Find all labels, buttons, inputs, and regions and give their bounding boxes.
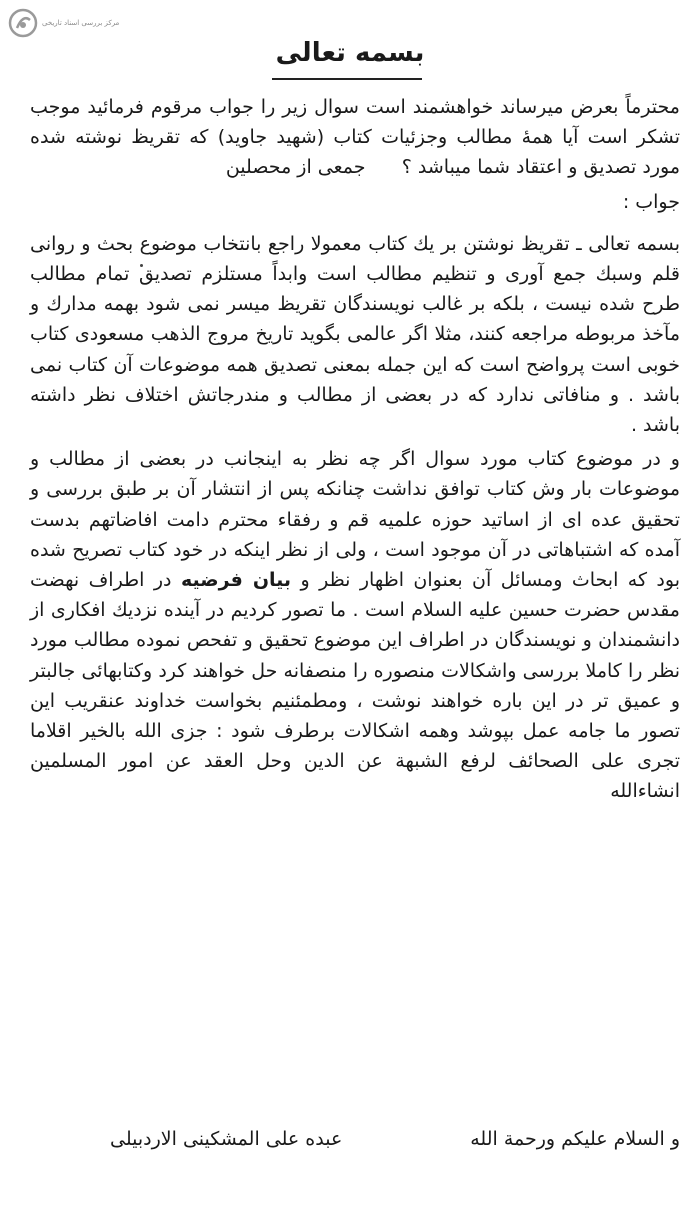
document-body xyxy=(30,92,680,807)
title-underline xyxy=(272,78,422,80)
document-title: بسمه تعالی xyxy=(275,38,425,68)
question-body: محترماً بعرض میرساند خواهشمند است سوال زیر را جواب مرقوم فرمائید موجب تشکر است آیا همهٔ مطالب وجزئیات کتاب (شهید جاوید) که تقریظ نوشته شده مورد تصدیق و اعتقاد شما میباشد ؟ xyxy=(30,96,680,179)
closing-salutation: و السلام علیكم ورحمة الله xyxy=(470,1128,680,1150)
answer-paragraph-2 xyxy=(30,444,680,806)
signature: عبده علی المشكینی الاردبیلی xyxy=(110,1128,343,1150)
archive-logo-icon xyxy=(8,8,38,38)
closing-line xyxy=(30,1124,680,1154)
archive-logo-text: مرکز بررسی اسناد تاریخی xyxy=(42,19,120,27)
closing-block xyxy=(30,1124,680,1154)
answer-paragraph-2-emphasis: بیان فرضیه xyxy=(180,569,292,592)
question-text xyxy=(30,92,680,183)
answer-paragraph-1: بسمه تعالی ـ تقریظ نوشتن بر یك كتاب معمولا راجع بانتخاب موضوع بحث و روانی قلم وسبك جمع آوری و تنظیم مطالب است وابداً مستلزم تصدیق تمام مطالب طرح شده نیست ، بلكه بر غالب نویسندگان تقریظ میسر نمی شود بهمه مدارك و مآخذ مربوطه مراجعه كنند، مثلا اگر عالمی بگوید تاریخ مروج الذهب مسعودی كتاب خوبی است پرواضح است كه این جمله بمعنی تصدیق همه موضوعات آن كتاب نمی باشد . و منافاتی ندارد كه در بعضی از مطالب و مندرجاتش اختلاف نظر داشته باشد . xyxy=(30,232,680,437)
answer-paragraph-2-start: و در موضوع كتاب مورد سوال اگر چه نظر به اینجانب در بعضی از مطالب و موضوعات بار وش كتاب توافق نداشت چنانكه پس از انتشار آن بر طبق بررسی و تحقیق عده ای از اساتید حوزه علمیه قم و رفقاء محترم دامت افاضاتهم بدست آمده كه اشتباهاتی در آن موجود است ، ولی از نظر اینكه در خود كتاب تصریح شده بود كه ابحاث ومسائل آن بعنوان اظهار نظر و xyxy=(30,448,681,592)
answer-label: جواب : xyxy=(622,190,680,213)
archive-logo xyxy=(8,8,119,38)
questioner-name: جمعی از محصلین xyxy=(225,156,366,179)
answer-paragraph-2-end: در اطراف نهضت مقدس حضرت حسین علیه السلام است . ما تصور كردیم در آینده نزدیك افكاری از دانشمندان و نویسندگان در اطراف این موضوع تحقیق و تفحص نموده مطالب مورد نظر را كاملا بررسی واشكالات منصوره را منصفانه حل خواهند كرد وكتابهائی جالبتر و عمیق تر در این باره خواهند نوشت ، ومطمئنیم بخواست خداوند عنقریب این تصور ما جامه عمل بپوشد وهمه اشكالات برطرف شود : جزی الله بالخیر اقلاما تجری علی الصحائف لرفع الشبهة عن الدین وحل العقد عن امور المسلمین انشاءالله xyxy=(30,569,680,803)
